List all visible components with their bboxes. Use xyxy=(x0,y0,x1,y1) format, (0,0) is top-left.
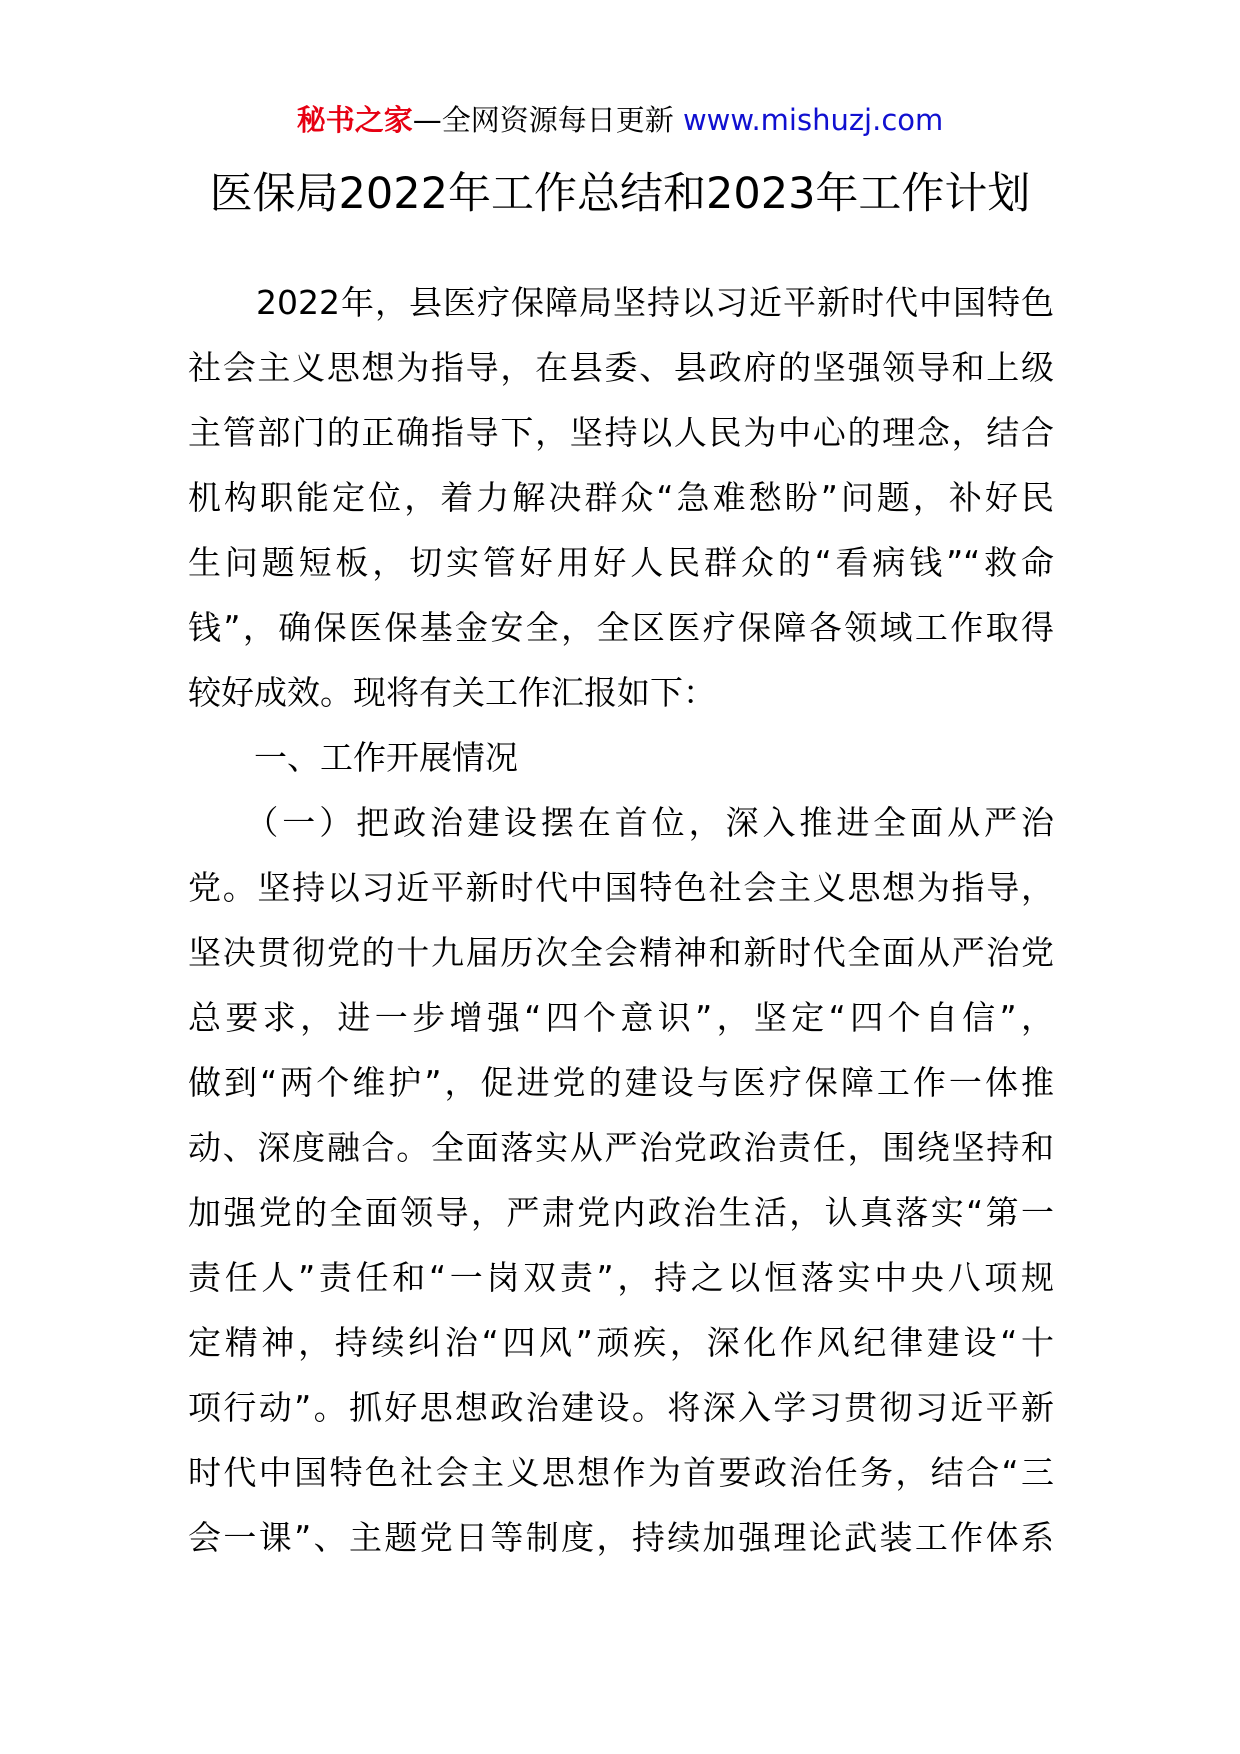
text-line: 加强党的全面领导，严肃党内政治生活，认真落实“第一 xyxy=(188,1193,1054,1232)
text-line: 较好成效。现将有关工作汇报如下： xyxy=(188,673,716,712)
text-line: 坚决贯彻党的十九届历次全会精神和新时代全面从严治党 xyxy=(188,933,1054,972)
text-line: 机构职能定位，着力解决群众“急难愁盼”问题，补好民 xyxy=(188,478,1054,517)
site-url: www.mishuzj.com xyxy=(682,103,944,137)
site-tagline: —全网资源每日更新 xyxy=(412,103,674,137)
text-line: 主管部门的正确指导下，坚持以人民为中心的理念，结合 xyxy=(188,413,1054,452)
document-title: 医保局2022年工作总结和2023年工作计划 xyxy=(209,169,1031,219)
text-line: 会一课”、主题党日等制度，持续加强理论武装工作体系 xyxy=(188,1518,1054,1557)
text-line: 责任人”责任和“一岗双责”，持之以恒落实中央八项规 xyxy=(188,1258,1054,1297)
text-line: 2022年，县医疗保障局坚持以习近平新时代中国特色 xyxy=(188,283,1054,322)
text-line: 总要求，进一步增强“四个意识”，坚定“四个自信”， xyxy=(188,998,1054,1037)
text-line: 社会主义思想为指导，在县委、县政府的坚强领导和上级 xyxy=(188,348,1054,387)
text-line: 钱”，确保医保基金安全，全区医疗保障各领域工作取得 xyxy=(188,608,1054,647)
text-line: 党。坚持以习近平新时代中国特色社会主义思想为指导， xyxy=(188,868,1054,907)
text-line: 定精神，持续纠治“四风”顽疾，深化作风纪律建设“十 xyxy=(188,1323,1054,1362)
site-header xyxy=(0,100,1240,140)
text-line: 做到“两个维护”，促进党的建设与医疗保障工作一体推 xyxy=(188,1063,1054,1102)
document-body xyxy=(188,270,1054,1570)
text-line: 项行动”。抓好思想政治建设。将深入学习贯彻习近平新 xyxy=(188,1388,1054,1427)
site-brand: 秘书之家 xyxy=(296,103,413,137)
text-line: （一）把政治建设摆在首位，深入推进全面从严治 xyxy=(188,803,1054,842)
text-line: 动、深度融合。全面落实从严治党政治责任，围绕坚持和 xyxy=(188,1128,1054,1167)
section-heading: 一、工作开展情况 xyxy=(188,738,518,777)
text-line: 时代中国特色社会主义思想作为首要政治任务，结合“三 xyxy=(188,1453,1054,1492)
text-line: 生问题短板，切实管好用好人民群众的“看病钱”“救命 xyxy=(188,543,1054,582)
